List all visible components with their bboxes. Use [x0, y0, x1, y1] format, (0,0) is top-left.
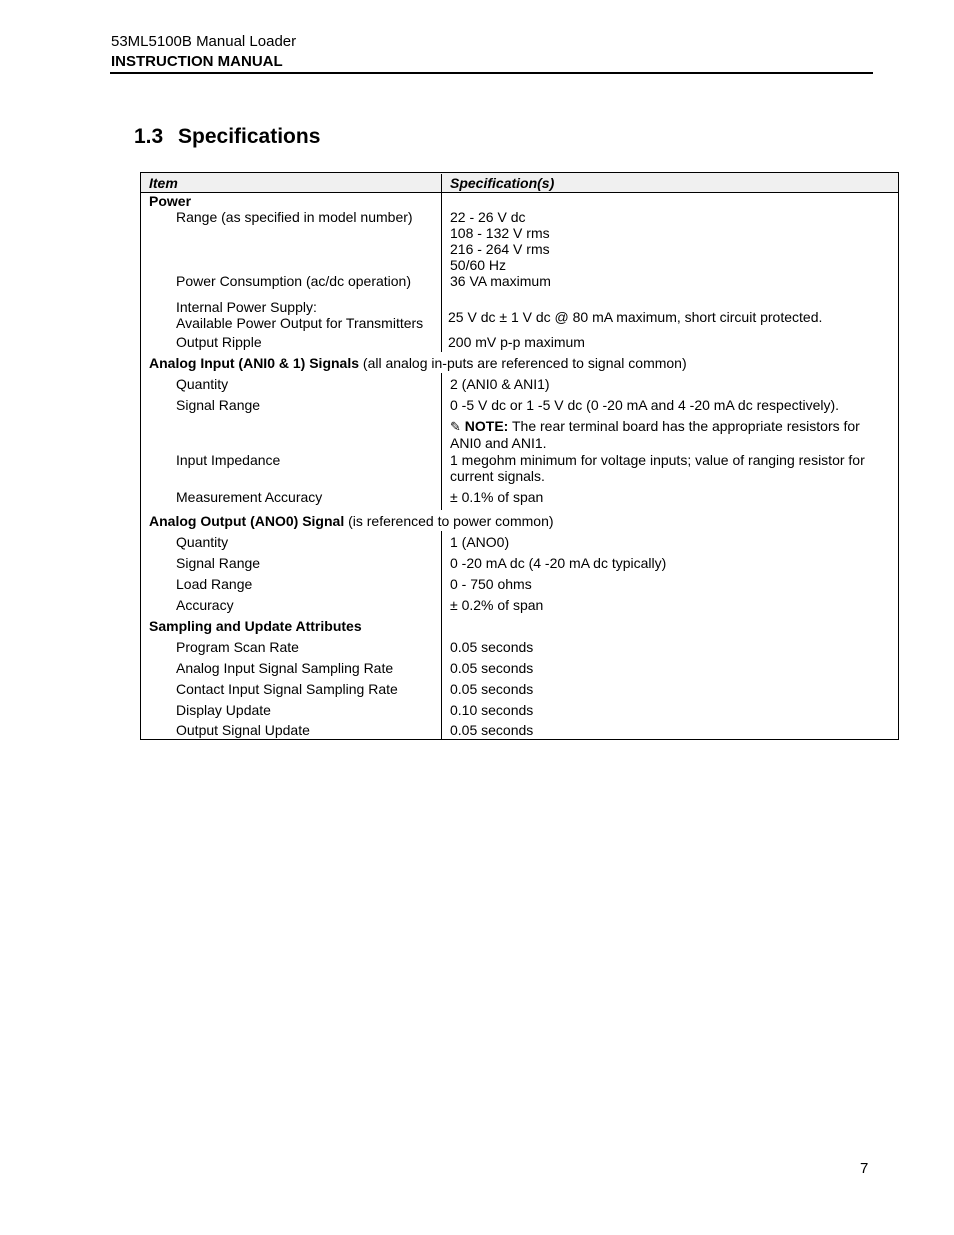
row-label: Input Impedance — [176, 452, 281, 468]
table-row-analog-input-group — [141, 352, 898, 373]
group-label-analog-output: Analog Output (ANO0) Signal (is referenced to power common) — [149, 513, 554, 529]
group-label-analog-input: Analog Input (ANI0 & 1) Signals (all analog in-puts are referenced to signal common) — [149, 355, 687, 371]
row-label: Load Range — [176, 576, 253, 592]
table-row — [141, 720, 898, 739]
table-row-ai-note — [141, 415, 898, 452]
page-header — [111, 32, 873, 72]
row-label: Signal Range — [176, 555, 261, 571]
table-row-ai-impedance — [141, 452, 898, 489]
row-label: Quantity — [176, 534, 229, 550]
row-label: Range (as specified in model number) — [176, 209, 413, 225]
table-row — [141, 678, 898, 699]
table-row-ai-quantity — [141, 373, 898, 394]
row-value: 0 -5 V dc or 1 -5 V dc (0 -20 mA and 4 -20 mA dc respectively). — [441, 394, 898, 415]
row-label: Internal Power Supply: Available Power Output for Transmitters — [176, 299, 424, 331]
row-value: 0 - 750 ohms — [441, 573, 898, 594]
row-label: Measurement Accuracy — [176, 489, 323, 505]
header-divider — [110, 72, 873, 74]
table-row-ao-signal-range — [141, 552, 898, 573]
row-label: Contact Input Signal Sampling Rate — [176, 681, 398, 697]
row-label: Output Ripple — [176, 334, 262, 350]
section-title: Specifications — [178, 125, 321, 148]
row-label: Display Update — [176, 702, 271, 718]
table-row — [141, 657, 898, 678]
page-number: 7 — [860, 1160, 869, 1177]
row-label: Analog Input Signal Sampling Rate — [176, 660, 394, 676]
row-value: ✎ NOTE: The rear terminal board has the appropriate resistors for ANI0 and ANI1. — [441, 415, 898, 452]
row-value: 2 (ANI0 & ANI1) — [441, 373, 898, 394]
row-value: 0.05 seconds — [441, 720, 898, 739]
row-value: 22 - 26 V dc 108 - 132 V rms 216 - 264 V rms 50/60 Hz 36 VA maximum — [441, 209, 898, 289]
row-label: Quantity — [176, 376, 229, 392]
header-manual-title: INSTRUCTION MANUAL — [111, 53, 283, 70]
table-row-sampling-group — [141, 615, 898, 636]
table-row — [141, 636, 898, 657]
column-header-spec: Specification(s) — [441, 174, 898, 192]
table-row-ao-load-range — [141, 573, 898, 594]
row-value: ± 0.2% of span — [441, 594, 898, 615]
row-label: Power Consumption (ac/dc operation) — [176, 273, 412, 289]
table-row — [141, 699, 898, 720]
row-label: Accuracy — [176, 597, 234, 613]
table-row-output-ripple — [141, 331, 898, 352]
table-row-power-group — [141, 193, 898, 209]
row-value: 0.05 seconds — [441, 657, 898, 678]
section-number: 1.3 — [134, 125, 164, 148]
table-row-power-consumption — [141, 257, 898, 293]
row-value: 0.05 seconds — [441, 636, 898, 657]
table-row-ai-accuracy — [141, 489, 898, 510]
column-header-item: Item — [149, 174, 178, 191]
header-product-title: 53ML5100B Manual Loader — [111, 33, 297, 50]
row-label: Program Scan Rate — [176, 639, 299, 655]
table-header-row — [141, 173, 898, 193]
row-label: Output Signal Update — [176, 722, 310, 738]
table-row-ao-quantity — [141, 531, 898, 552]
group-label-sampling: Sampling and Update Attributes — [149, 618, 362, 634]
row-value: 0.05 seconds — [441, 678, 898, 699]
row-value: 0 -20 mA dc (4 -20 mA dc typically) — [441, 552, 898, 573]
row-value: 25 V dc ± 1 V dc @ 80 mA maximum, short circuit protected. — [441, 293, 898, 331]
pencil-icon: ✎ — [450, 419, 461, 434]
row-value: 1 (ANO0) — [441, 531, 898, 552]
row-value: 0.10 seconds — [441, 699, 898, 720]
group-label-power: Power — [149, 193, 192, 209]
row-value: 200 mV p-p maximum — [441, 331, 898, 352]
row-value: ± 0.1% of span — [441, 489, 898, 510]
section-heading — [134, 123, 320, 151]
table-row-internal-supply — [141, 293, 898, 331]
row-label: Signal Range — [176, 397, 261, 413]
table-row-analog-output-group — [141, 510, 898, 531]
specifications-table — [140, 172, 899, 740]
row-value: 1 megohm minimum for voltage inputs; value of ranging resistor for current signals. — [441, 452, 898, 489]
table-row-ai-signal-range — [141, 394, 898, 415]
table-row-ao-accuracy — [141, 594, 898, 615]
